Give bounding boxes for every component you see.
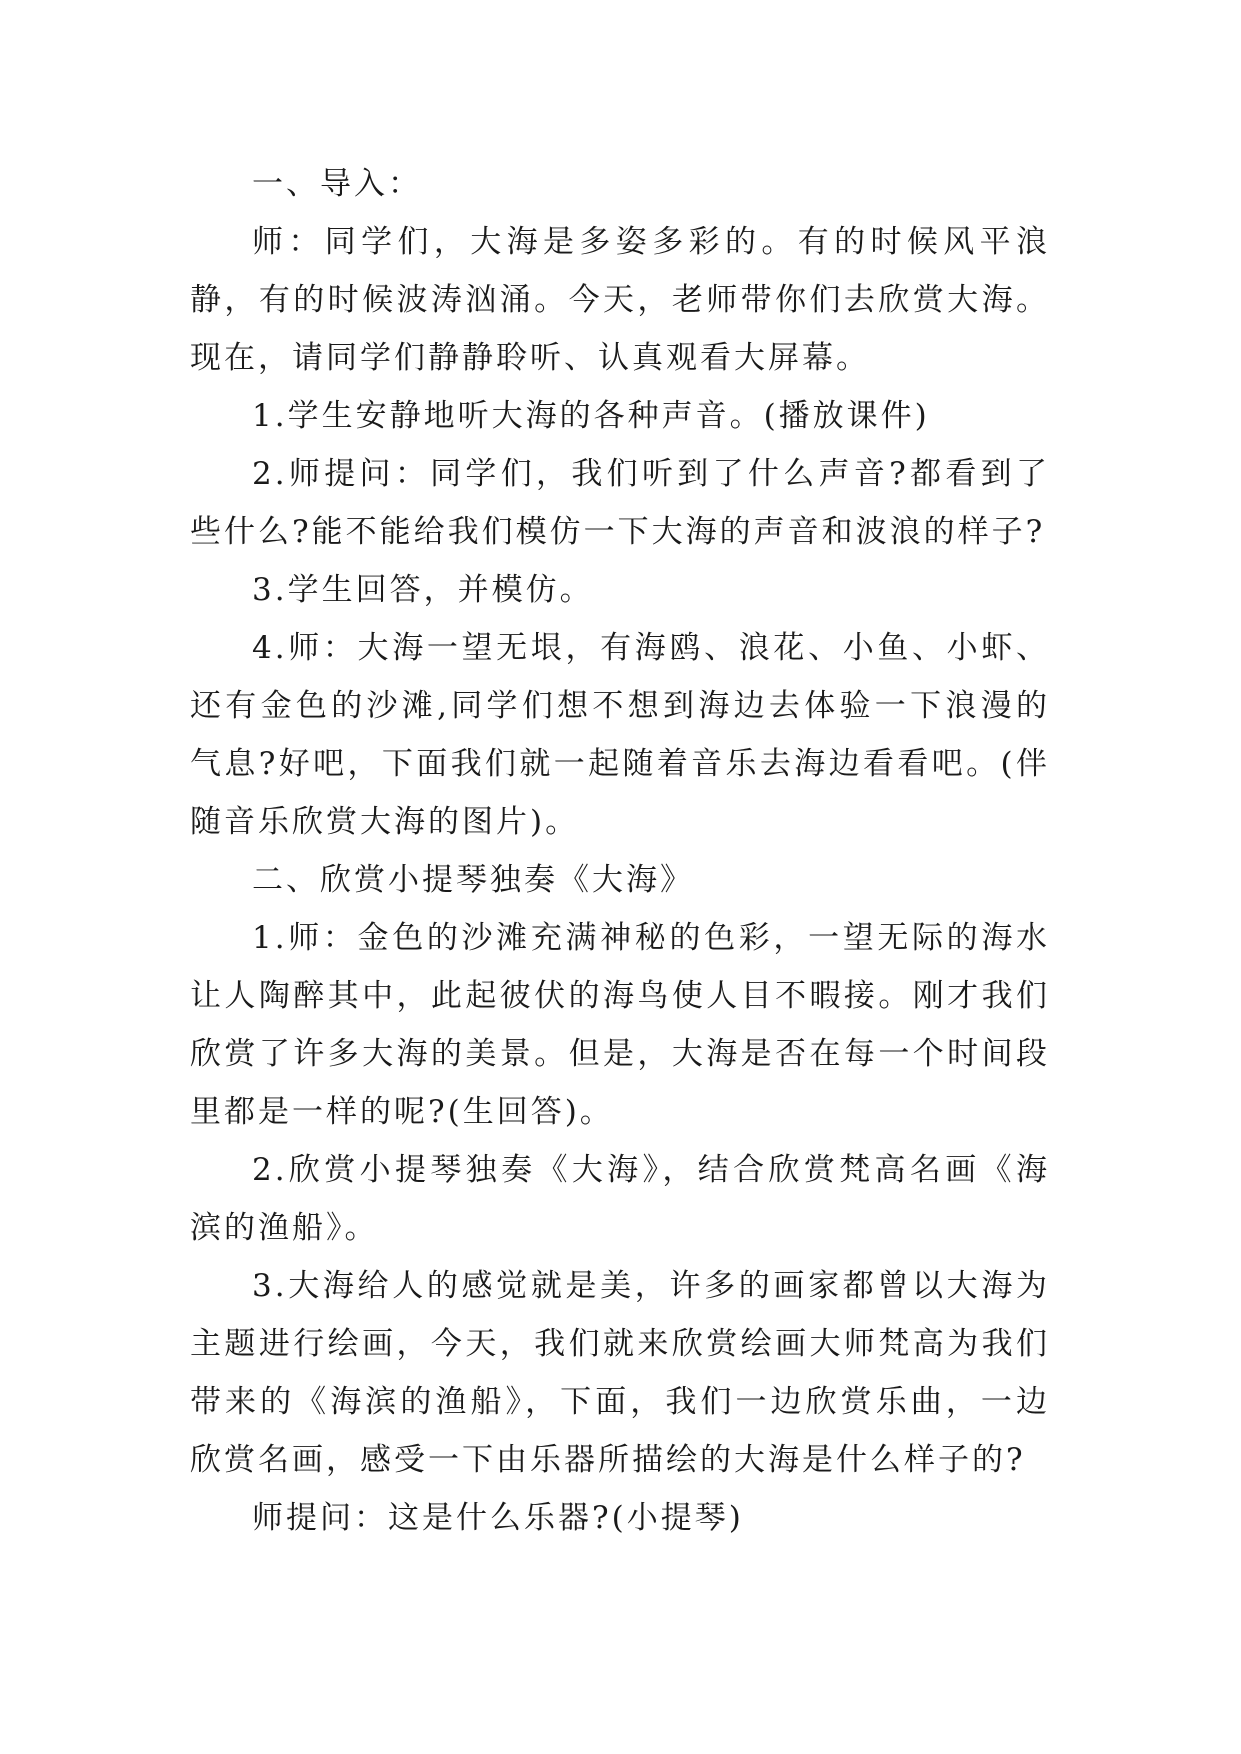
paragraph: 4.师：大海一望无垠，有海鸥、浪花、小鱼、小虾、还有金色的沙滩,同学们想不想到海边去体验一下浪漫的气息?好吧，下面我们就一起随着音乐去海边看看吧。(伴随音乐欣赏大海的图片)。 (190, 630, 1050, 840)
paragraph: 2.师提问：同学们，我们听到了什么声音?都看到了些什么?能不能给我们模仿一下大海的声音和波浪的样子? (190, 456, 1050, 550)
paragraph: 1.学生安静地听大海的各种声音。(播放课件) (252, 398, 930, 434)
paragraph: 3.大海给人的感觉就是美，许多的画家都曾以大海为主题进行绘画，今天，我们就来欣赏绘画大师梵高为我们带来的《海滨的渔船》，下面，我们一边欣赏乐曲，一边欣赏名画，感受一下由乐器所描绘的大海是什么样子的? (190, 1268, 1050, 1478)
paragraph: 师：同学们，大海是多姿多彩的。有的时候风平浪静，有的时候波涛汹涌。今天，老师带你们去欣赏大海。现在，请同学们静静聆听、认真观看大屏幕。 (190, 224, 1050, 376)
document-body (190, 155, 1050, 1547)
paragraph: 3.学生回答，并模仿。 (252, 572, 594, 608)
paragraph: 1.师：金色的沙滩充满神秘的色彩，一望无际的海水让人陶醉其中，此起彼伏的海鸟使人目不暇接。刚才我们欣赏了许多大海的美景。但是，大海是否在每一个时间段里都是一样的呢?(生回答)。 (190, 920, 1050, 1130)
section-heading-intro: 一、导入： (252, 166, 422, 202)
paragraph: 2.欣赏小提琴独奏《大海》，结合欣赏梵高名画《海滨的渔船》。 (190, 1152, 1050, 1246)
section-heading-violin: 二、欣赏小提琴独奏《大海》 (252, 862, 694, 898)
paragraph: 师提问：这是什么乐器?(小提琴) (252, 1500, 744, 1536)
